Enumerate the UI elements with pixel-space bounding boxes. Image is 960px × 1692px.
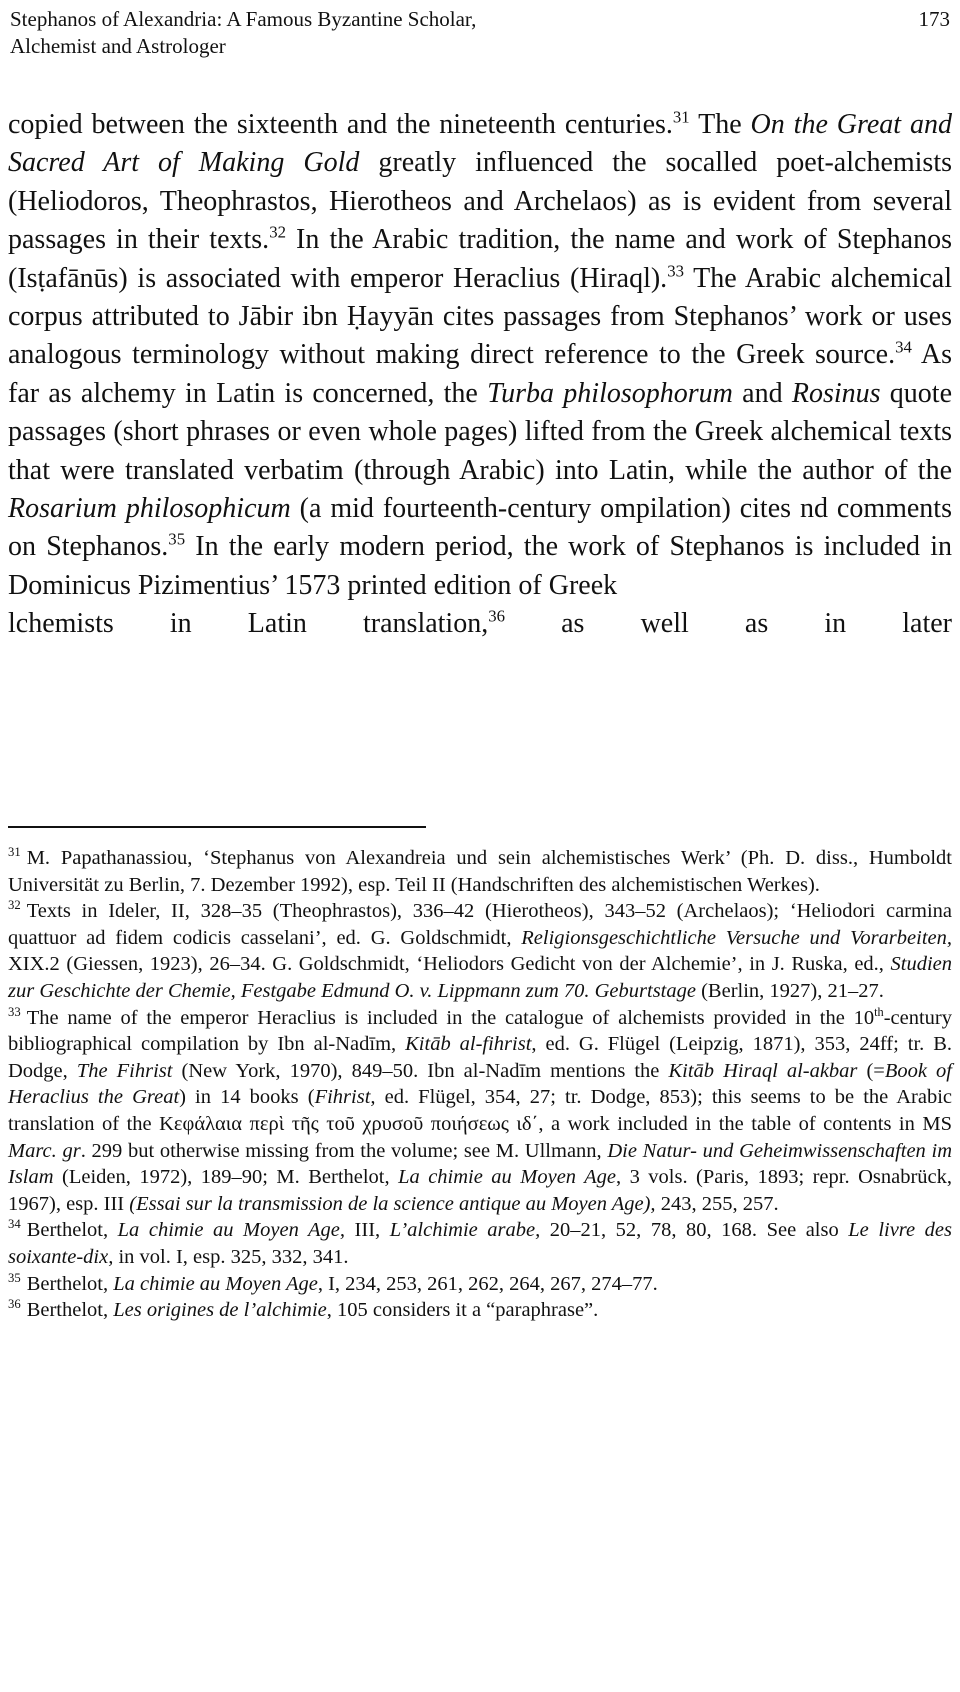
footnote-italic: Book of Heraclius the Great — [8, 1059, 952, 1109]
footnote-text: . 299 but otherwise missing from the volume; see M. Ullmann, — [80, 1139, 608, 1162]
footnote-italic: Le livre des soixante-dix, — [8, 1219, 952, 1268]
footnote-italic: Fihrist, — [314, 1086, 376, 1109]
body-text-run: (a mid fourteenth-century ompilation) cites nd comments on Stephanos. — [8, 493, 952, 563]
footnote-text: -century bibliographical compilation by Ibn al-Nadīm, — [8, 1006, 952, 1056]
body-text-run: quote passages (short phrases or even whole pages) lifted from the Greek alchemical texts that were translated verbatim (through Arabic) into Latin, while the author of the — [8, 377, 952, 486]
footnote-text: , 105 considers it a “paraphrase”. — [326, 1299, 599, 1322]
footnote-text: III, — [345, 1219, 390, 1242]
body-text-run: copied between the sixteenth and the nineteenth centuries. — [8, 109, 673, 140]
footnote-text: Berthelot, — [26, 1299, 114, 1322]
footnote-text: (Leiden, 1972), 189–90; M. Berthelot, — [53, 1166, 399, 1189]
footnote-ref-36: 36 — [488, 606, 505, 626]
footnote-text: XIX.2 (Giessen, 1923), 26–34. G. Goldschmidt, ‘Heliodors Gedicht von der Alchemie’, in J. Ruska, ed., — [8, 953, 891, 976]
work-title-italic: Rosinus — [791, 377, 881, 409]
body-text-run: As far as alchemy in Latin is concerned, the — [8, 339, 953, 409]
footnote-ref-31: 31 — [672, 107, 690, 127]
footnote-separator — [8, 826, 426, 828]
footnote-ref-35: 35 — [168, 530, 186, 550]
footnote-text: ) in 14 books ( — [179, 1086, 315, 1109]
footnote-italic: (Essai sur la transmission de la science antique au Moyen Age), — [129, 1192, 656, 1215]
footnote-number: 35 — [8, 1270, 21, 1285]
footnote-text: , 3 vols. (Paris, 1893; repr. Osnabrück, 1967), esp. III — [8, 1166, 952, 1215]
footnote-number: 31 — [8, 845, 21, 860]
footnote-number: 34 — [8, 1217, 21, 1232]
footnote-italic: The Fihrist — [76, 1059, 173, 1082]
body-text-run: The — [689, 109, 751, 140]
footnote-text: Texts in Ideler, II, 328–35 (Theophrastos), 336–42 (Hierotheos), 343–52 (Archelaos); ‘Heliodori carmina quattuor ad fidem codicis casselani’, ed. G. Goldschmidt, — [8, 900, 952, 949]
body-text-run: greatly influenced the socalled poet-alchemists (Heliodoros, Theophrastos, Hierotheos and Archelaos) as is evident from several passages in their texts. — [8, 147, 953, 256]
footnote-number: 33 — [8, 1004, 21, 1019]
footnote-35 — [8, 1271, 952, 1298]
footnote-text: in vol. I, esp. 325, 332, 341. — [113, 1245, 349, 1268]
footnote-text: , I, 234, 253, 261, 262, 264, 267, 274–77. — [317, 1272, 658, 1295]
footnote-italic: L’alchimie arabe, — [389, 1219, 541, 1242]
running-title-line-1: Stephanos of Alexandria: A Famous Byzantine Scholar, — [10, 7, 477, 31]
footnote-text: The name of the emperor Heraclius is included in the catalogue of alchemists provided in the 10 — [26, 1006, 875, 1029]
work-title-italic: Turba philosophorum — [487, 377, 733, 409]
footnote-italic: Studien zur Geschichte der Chemie, Festgabe Edmund O. v. Lippmann zum 70. Geburtstage — [8, 953, 952, 1002]
body-text-run: and — [732, 377, 792, 409]
footnote-text: (New York, 1970), 849–50. Ibn al-Nadīm mentions the — [172, 1059, 669, 1082]
body-text-run: In the Arabic tradition, the name and work of Stephanos (Isṭafānūs) is associated with emperor Heraclius (Hiraql). — [8, 224, 953, 294]
footnote-italic: Kitāb al-fihrist — [405, 1033, 532, 1056]
footnote-text: (Berlin, 1927), 21–27. — [695, 979, 884, 1002]
page-number: 173 — [918, 7, 950, 31]
footnote-italic: La chimie au Moyen Age — [113, 1272, 318, 1295]
footnote-36 — [8, 1297, 952, 1324]
running-header — [10, 6, 950, 60]
footnote-31 — [8, 845, 952, 898]
footnote-italic: Les origines de l’alchimie — [113, 1299, 327, 1322]
footnote-italic: La chimie au Moyen Age — [398, 1166, 616, 1189]
body-paragraph — [8, 106, 952, 644]
footnote-33 — [8, 1005, 952, 1218]
ordinal-suffix: th — [874, 1004, 884, 1019]
footnote-italic: Die Natur- und Geheimwissenschaften im Islam — [8, 1139, 953, 1189]
body-text-run: The Arabic alchemical corpus attributed to Jābir ibn Ḥayyān cites passages from Stephanos’ work or uses analogous terminology without making direct reference to the Greek source. — [8, 262, 952, 371]
footnote-text: ed. Flügel, 354, 27; tr. Dodge, 853); this seems to be the Arabic translation of the Κεφάλαια περὶ τῆς τοῦ χρυσοῦ ποιήσεως ιδ΄, a work included in the table of contents in MS — [8, 1086, 953, 1135]
body-text-run: as well as in later — [505, 608, 953, 640]
footnote-text: (= — [857, 1059, 885, 1082]
footnote-text: M. Papathanassiou, ‘Stephanus von Alexandreia und sein alchemistisches Werk’ (Ph. D. diss., Humboldt Universität zu Berlin, 7. Dezember 1992), esp. Teil II (Handschriften des alchemistischen Werkes). — [8, 847, 952, 896]
footnote-text: , ed. G. Flügel (Leipzig, 1871), 353, 24ff; tr. B. Dodge, — [8, 1033, 953, 1082]
footnote-number: 32 — [8, 898, 21, 913]
work-title-italic: On the Great and Sacred Art of Making Gold — [8, 109, 952, 179]
footnote-number: 36 — [8, 1297, 21, 1312]
running-title-line-2: Alchemist and Astrologer — [10, 34, 226, 58]
footnote-ref-33: 33 — [667, 261, 684, 281]
body-last-line — [8, 605, 952, 643]
footnotes — [8, 845, 952, 1324]
footnote-text: 20–21, 52, 78, 80, 168. See also — [540, 1219, 849, 1242]
footnote-text: Berthelot, — [26, 1272, 114, 1295]
footnote-text: 243, 255, 257. — [655, 1192, 779, 1215]
footnote-ref-32: 32 — [269, 222, 286, 242]
footnote-italic: Marc. gr — [8, 1139, 81, 1162]
footnote-34 — [8, 1217, 952, 1270]
footnote-italic: Religionsgeschichtliche Versuche und Vorarbeiten, — [521, 926, 952, 949]
running-title — [10, 6, 710, 60]
body-text-run: In the early modern period, the work of Stephanos is included in Dominicus Pizimentius’ 1573 printed edition of Greek — [8, 531, 952, 601]
body-text-run: lchemists in Latin translation, — [8, 608, 489, 640]
footnote-italic: Kitāb Hiraql al-akbar — [668, 1059, 858, 1082]
footnote-italic: La chimie au Moyen Age, — [117, 1219, 345, 1242]
footnote-text: Berthelot, — [26, 1219, 118, 1242]
footnote-32 — [8, 898, 952, 1004]
footnote-ref-34: 34 — [895, 338, 912, 358]
work-title-italic: Rosarium philosophicum — [8, 493, 291, 525]
